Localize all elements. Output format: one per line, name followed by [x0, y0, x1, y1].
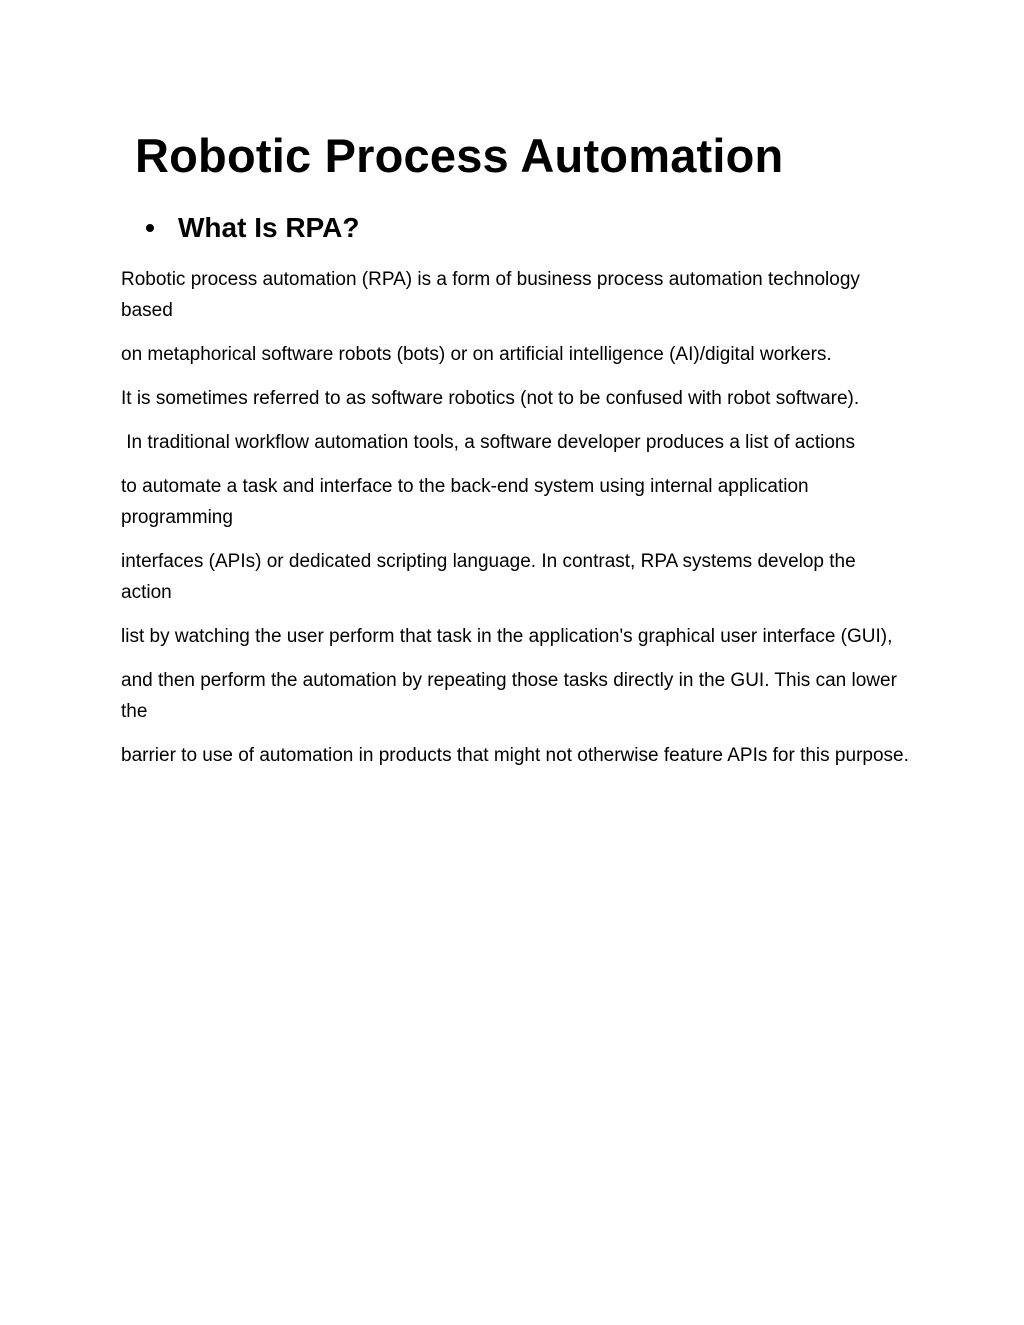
- paragraph: In traditional workflow automation tools, a software developer produces a list of actions: [121, 432, 855, 453]
- paragraph: on metaphorical software robots (bots) or on artificial intelligence (AI)/digital workers.: [121, 344, 832, 365]
- bullet-icon: [146, 224, 154, 232]
- paragraph: Robotic process automation (RPA) is a form of business process automation technology based: [121, 269, 866, 321]
- section-heading-label: What Is RPA?: [178, 212, 360, 243]
- section-heading: [146, 208, 359, 248]
- body-text: [121, 264, 911, 784]
- page-title: Robotic Process Automation: [135, 129, 784, 182]
- paragraph: list by watching the user perform that task in the application's graphical user interface (GUI),: [121, 626, 893, 647]
- paragraph: and then perform the automation by repeating those tasks directly in the GUI. This can lower the: [121, 670, 903, 722]
- paragraph: interfaces (APIs) or dedicated scripting language. In contrast, RPA systems develop the action: [121, 551, 861, 603]
- paragraph: to automate a task and interface to the back-end system using internal application programming: [121, 476, 814, 528]
- paragraph: It is sometimes referred to as software robotics (not to be confused with robot software).: [121, 388, 860, 409]
- paragraph: barrier to use of automation in products that might not otherwise feature APIs for this purpose.: [121, 745, 909, 766]
